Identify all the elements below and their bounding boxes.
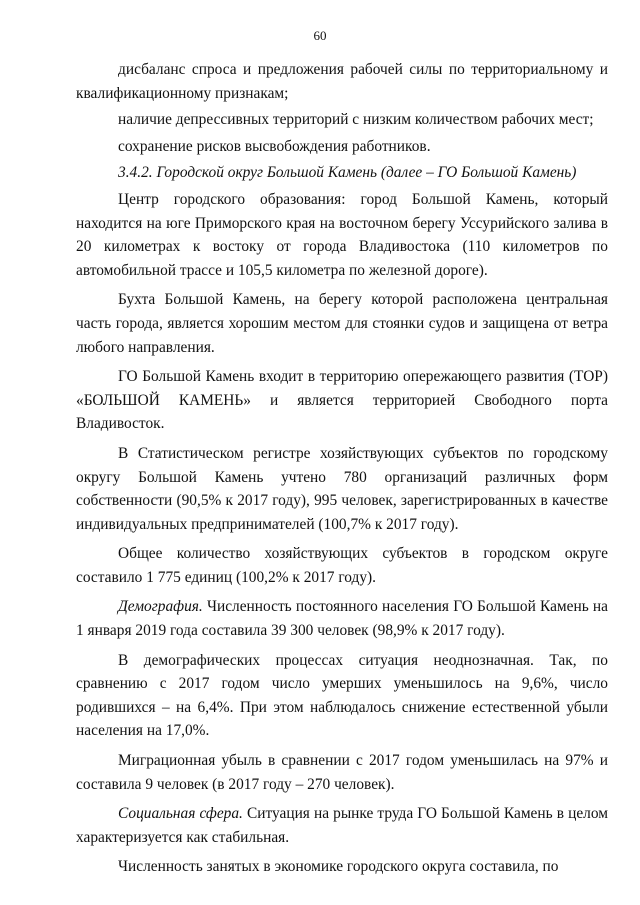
social-sphere-text: Ситуация на рынке труда ГО Большой Камень в целом характеризуется как стабильная.	[76, 805, 608, 846]
page-number: 60	[313, 28, 327, 43]
paragraph-depressed-territories: наличие депрессивных территорий с низким количеством рабочих мест;	[118, 111, 594, 129]
paragraph-bay: Бухта Большой Камень, на берегу которой расположена центральная часть города, является хорошим местом для стоянки судов и защищена от ветра любого направления.	[76, 291, 608, 356]
paragraph-tor: ГО Большой Камень входит в территорию опережающего развития (ТОР) «БОЛЬШОЙ КАМЕНЬ» и является территорией Свободного порта Владивосток.	[76, 368, 608, 433]
paragraph-employment: Численность занятых в экономике городского округа составила, по	[118, 858, 559, 876]
paragraph-social-sphere	[76, 802, 608, 849]
demography-text: Численность постоянного населения ГО Большой Камень на 1 января 2019 года составила 39 300 человек (98,9% к 2017 году).	[76, 598, 608, 640]
paragraph-imbalance: дисбаланс спроса и предложения рабочей силы по территориальному и квалификационному признакам;	[76, 61, 608, 102]
paragraph-city-center: Центр городского образования: город Большой Камень, который находится на юге Приморского края на восточном берегу Уссурийского залива в 20 километрах к востоку от города Владивостока (110 километров по автомобильной трассе и 105,5 километра по железной дороге).	[76, 190, 608, 279]
paragraph-release-risks: сохранение рисков высвобождения работников.	[118, 137, 431, 155]
document-body	[76, 58, 608, 879]
paragraph-total-entities: Общее количество хозяйствующих субъектов в городском округе составило 1 775 единиц (100,2% к 2017 году).	[76, 545, 608, 586]
paragraph-demography	[76, 595, 608, 642]
demography-label: Демография.	[118, 598, 203, 616]
social-sphere-label: Социальная сфера.	[118, 805, 243, 823]
section-heading: 3.4.2. Городской округ Большой Камень (далее – ГО Большой Камень)	[118, 164, 577, 182]
paragraph-demographic-processes: В демографических процессах ситуация неоднозначная. Так, по сравнению с 2017 годом число умерших уменьшилось на 9,6%, число родившихся – на 6,4%. При этом наблюдалось снижение естественной убыли населения на 17,0%.	[76, 651, 608, 740]
paragraph-migration: Миграционная убыль в сравнении с 2017 годом уменьшилась на 97% и составила 9 человек (в 2017 году – 270 человек).	[76, 752, 608, 793]
paragraph-statistical-register: В Статистическом регистре хозяйствующих субъектов по городскому округу Большой Камень учтено 780 организаций различных форм собственности (90,5% к 2017 году), 995 человек, зарегистрированных в качестве индивидуальных предпринимателей (100,7% к 2017 году).	[76, 444, 608, 533]
